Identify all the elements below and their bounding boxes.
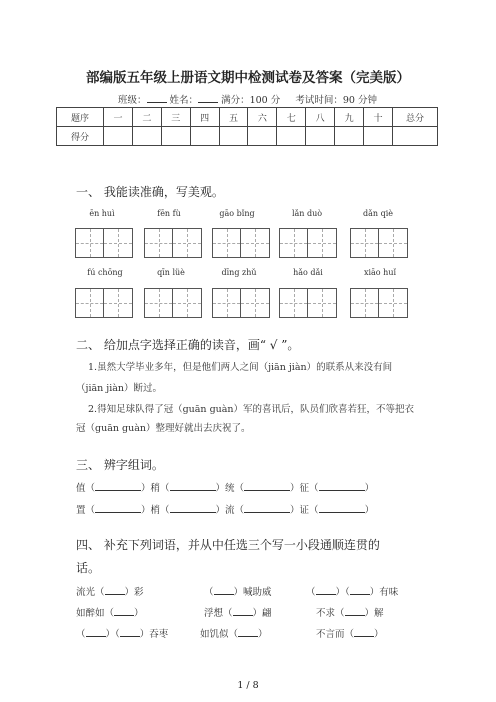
idiom-text: ） — [134, 608, 144, 619]
section-4-heading: 四、 补充下列词语，并从中任选三个写一小段通顺连贯的 — [76, 538, 380, 552]
pinyin-label: lǎn duò — [291, 209, 323, 218]
idiom-text: ） — [374, 629, 384, 640]
idiom-item — [76, 584, 144, 598]
idiom-text: ）喊助威 — [233, 587, 272, 598]
idiom-text: 不求（ — [316, 608, 345, 619]
idiom-text: 如醉如（ — [76, 608, 115, 619]
char-label: ） — [364, 505, 375, 516]
score-cell[interactable] — [306, 127, 335, 146]
header-cell: 二 — [132, 108, 161, 127]
header-cell: 八 — [306, 108, 335, 127]
char-label: ）证（ — [290, 505, 319, 516]
idiom-text: ）有味 — [369, 587, 399, 598]
idiom-item — [76, 605, 144, 619]
answer-blank[interactable] — [114, 606, 134, 616]
writing-grid[interactable] — [144, 288, 202, 318]
idiom-text: ）解 — [364, 608, 384, 619]
writing-grid[interactable] — [350, 288, 408, 318]
char-label: ）稍（ — [141, 483, 170, 494]
idiom-text: ） — [258, 629, 268, 640]
answer-blank[interactable] — [354, 627, 374, 637]
idiom-text: 不言而（ — [316, 629, 355, 640]
pinyin-label: qīn lüè — [157, 268, 185, 277]
writing-grid[interactable] — [75, 288, 133, 318]
score-cell[interactable] — [132, 127, 161, 146]
answer-blank[interactable] — [105, 585, 125, 595]
score-header-row — [57, 108, 438, 127]
answer-blank[interactable] — [86, 627, 106, 637]
question-text: 冠（guān guàn）整理好就出去庆祝了。 — [76, 423, 251, 434]
question-text: （jiān jiàn）断过。 — [76, 383, 163, 394]
writing-grid[interactable] — [75, 228, 133, 258]
idiom-item — [204, 584, 272, 598]
char-label: ）征（ — [290, 483, 319, 494]
pinyin-label: gāo bǐng — [219, 209, 255, 218]
answer-blank[interactable] — [170, 481, 216, 491]
idiom-text: ）翩 — [252, 608, 272, 619]
char-label: 值（ — [76, 483, 96, 494]
page-title: 部编版五年级上册语文期中检测试卷及答案（完美版） — [86, 70, 410, 86]
idiom-text: ）吞枣 — [139, 629, 169, 640]
class-blank[interactable] — [147, 92, 167, 103]
idiom-text: ）彩 — [124, 587, 144, 598]
score-label: 得分 — [57, 127, 104, 146]
header-cell: 五 — [219, 108, 248, 127]
idiom-text: （ — [204, 587, 214, 598]
section-1-heading: 一、 我能读准确，写美观。 — [76, 185, 224, 199]
header-cell: 题序 — [57, 108, 104, 127]
score-cell[interactable] — [393, 127, 438, 146]
pinyin-label: dīng zhǔ — [221, 268, 257, 277]
answer-blank[interactable] — [95, 481, 141, 491]
exam-meta — [118, 92, 377, 106]
idiom-item — [200, 626, 268, 640]
class-label: 班级： — [118, 95, 147, 106]
word-row — [76, 480, 374, 494]
idiom-text: 流光（ — [76, 587, 105, 598]
section-4-heading-cont: 话。 — [76, 561, 101, 575]
idiom-item — [316, 626, 384, 640]
page-number: 1 / 8 — [237, 680, 259, 691]
answer-blank[interactable] — [350, 585, 370, 595]
score-cell[interactable] — [277, 127, 306, 146]
score-cell[interactable] — [248, 127, 277, 146]
header-cell: 十 — [364, 108, 393, 127]
header-cell: 六 — [248, 108, 277, 127]
answer-blank[interactable] — [316, 585, 336, 595]
answer-blank[interactable] — [244, 503, 290, 513]
pinyin-label: ēn huì — [89, 209, 115, 218]
header-cell: 总分 — [393, 108, 438, 127]
header-cell: 四 — [190, 108, 219, 127]
score-cell[interactable] — [161, 127, 190, 146]
question-text: 1.虽然大学毕业多年，但是他们两人之间（jiān jiàn）的联系从来没有间 — [88, 362, 393, 373]
answer-blank[interactable] — [170, 503, 216, 513]
answer-blank[interactable] — [319, 503, 365, 513]
char-label: ）流（ — [215, 505, 245, 516]
header-cell: 三 — [161, 108, 190, 127]
full-score: 满分：100 分 — [221, 95, 281, 106]
header-cell: 七 — [277, 108, 306, 127]
writing-grid[interactable] — [144, 228, 202, 258]
answer-blank[interactable] — [238, 627, 258, 637]
idiom-text: 浮想（ — [204, 608, 233, 619]
score-cell[interactable] — [219, 127, 248, 146]
writing-grid[interactable] — [279, 288, 337, 318]
answer-blank[interactable] — [345, 606, 365, 616]
idiom-item — [306, 584, 398, 598]
writing-grid[interactable] — [212, 228, 270, 258]
answer-blank[interactable] — [95, 503, 141, 513]
answer-blank[interactable] — [120, 627, 140, 637]
answer-blank[interactable] — [244, 481, 290, 491]
answer-blank[interactable] — [214, 585, 234, 595]
name-label: 姓名： — [169, 95, 199, 106]
name-blank[interactable] — [198, 92, 218, 103]
pinyin-label: fēn fù — [157, 209, 181, 218]
answer-blank[interactable] — [233, 606, 253, 616]
header-cell: 一 — [104, 108, 133, 127]
score-cell[interactable] — [364, 127, 393, 146]
idiom-item — [316, 605, 384, 619]
word-row — [76, 502, 374, 516]
idiom-text: ）（ — [335, 587, 350, 598]
score-table — [56, 107, 438, 146]
writing-grid[interactable] — [212, 288, 270, 318]
char-label: ）梢（ — [141, 505, 170, 516]
idiom-text: ）（ — [105, 629, 120, 640]
idiom-text: （ — [76, 629, 86, 640]
pinyin-label: dǎn qiè — [363, 209, 393, 218]
score-cell[interactable] — [104, 127, 133, 146]
pinyin-label: fú chōng — [87, 268, 123, 277]
exam-time: 考试时间：90 分钟 — [295, 95, 377, 106]
idiom-text: 如饥似（ — [200, 629, 239, 640]
idiom-item — [76, 626, 168, 640]
char-label: ） — [364, 483, 375, 494]
header-cell: 九 — [335, 108, 364, 127]
section-2-heading: 二、 给加点字选择正确的读音，画“ √ ”。 — [76, 338, 300, 352]
writing-grid[interactable] — [279, 228, 337, 258]
score-row — [57, 127, 438, 146]
section-3-heading: 三、 辨字组词。 — [76, 458, 164, 472]
score-cell[interactable] — [335, 127, 364, 146]
char-label: ）统（ — [215, 483, 245, 494]
char-label: 置（ — [76, 505, 96, 516]
pinyin-label: hǎo dǎi — [293, 268, 323, 277]
answer-blank[interactable] — [319, 481, 365, 491]
idiom-text: （ — [306, 587, 316, 598]
idiom-item — [204, 605, 272, 619]
question-text: 2.得知足球队得了冠（guān guàn）军的喜讯后，队员们欣喜若狂，不等把衣 — [88, 404, 415, 415]
writing-grid[interactable] — [350, 228, 408, 258]
pinyin-label: xiāo huǐ — [363, 268, 397, 277]
score-cell[interactable] — [190, 127, 219, 146]
